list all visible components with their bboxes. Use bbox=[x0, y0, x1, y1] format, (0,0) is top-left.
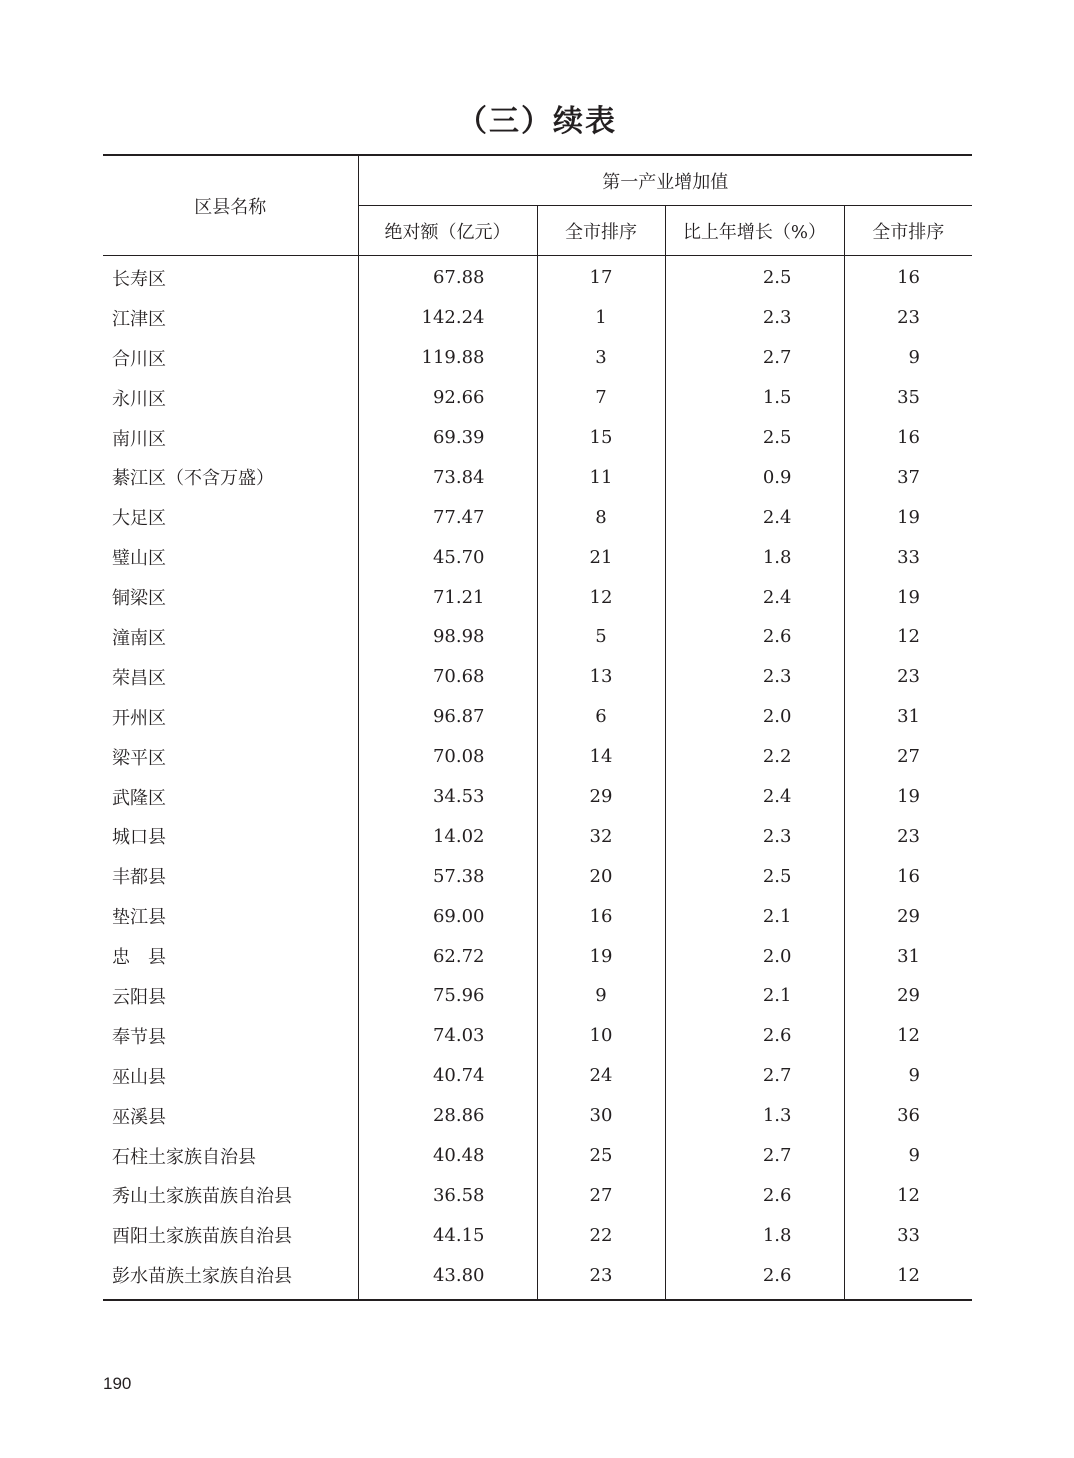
cell-growth-rank: 33 bbox=[897, 1224, 920, 1246]
cell-growth-rank: 16 bbox=[897, 267, 920, 289]
cell-district: 合川区 bbox=[103, 338, 358, 378]
cell-absolute: 28.86 bbox=[358, 1096, 537, 1136]
cell-district: 巫山县 bbox=[103, 1056, 358, 1096]
cell-district: 秀山土家族苗族自治县 bbox=[103, 1175, 358, 1215]
cell-growth-rank: 19 bbox=[897, 786, 920, 808]
cell-district: 铜梁区 bbox=[103, 577, 358, 617]
table-row bbox=[103, 1096, 972, 1136]
table-row bbox=[103, 697, 972, 737]
cell-growth: 2.2 bbox=[665, 737, 844, 777]
cell-district: 长寿区 bbox=[103, 256, 358, 298]
cell-growth-rank: 9 bbox=[908, 1065, 920, 1087]
cell-rank: 19 bbox=[537, 936, 665, 976]
table-row bbox=[103, 1056, 972, 1096]
table-row bbox=[103, 256, 972, 298]
cell-rank: 20 bbox=[537, 856, 665, 896]
cell-district: 奉节县 bbox=[103, 1016, 358, 1056]
cell-rank: 10 bbox=[537, 1016, 665, 1056]
cell-growth-rank: 19 bbox=[897, 506, 920, 528]
cell-district: 酉阳土家族苗族自治县 bbox=[103, 1215, 358, 1255]
cell-growth-rank: 29 bbox=[897, 905, 920, 927]
stats-table bbox=[103, 154, 972, 1301]
cell-district: 綦江区（不含万盛） bbox=[103, 457, 358, 497]
cell-growth: 2.6 bbox=[665, 1016, 844, 1056]
cell-rank: 5 bbox=[537, 617, 665, 657]
table-body bbox=[103, 256, 972, 1301]
cell-rank: 13 bbox=[537, 657, 665, 697]
table-row bbox=[103, 1016, 972, 1056]
page-title: （三）续表 bbox=[457, 104, 617, 139]
table-row bbox=[103, 936, 972, 976]
table-row bbox=[103, 1255, 972, 1300]
cell-district: 城口县 bbox=[103, 816, 358, 856]
column-group-primary-industry: 第一产业增加值 bbox=[358, 155, 972, 206]
cell-growth: 2.1 bbox=[665, 896, 844, 936]
cell-absolute: 98.98 bbox=[358, 617, 537, 657]
table-row bbox=[103, 816, 972, 856]
table-row bbox=[103, 378, 972, 418]
cell-growth-rank: 29 bbox=[897, 985, 920, 1007]
cell-absolute: 74.03 bbox=[358, 1016, 537, 1056]
cell-growth-rank: 9 bbox=[908, 1145, 920, 1167]
cell-rank: 32 bbox=[537, 816, 665, 856]
cell-rank: 17 bbox=[537, 256, 665, 298]
cell-absolute: 45.70 bbox=[358, 537, 537, 577]
cell-absolute: 40.48 bbox=[358, 1136, 537, 1176]
cell-growth-rank: 12 bbox=[844, 1255, 972, 1300]
cell-rank: 12 bbox=[537, 577, 665, 617]
cell-absolute: 14.02 bbox=[358, 816, 537, 856]
cell-district: 荣昌区 bbox=[103, 657, 358, 697]
cell-district: 彭水苗族土家族自治县 bbox=[103, 1255, 358, 1300]
cell-growth-rank: 31 bbox=[897, 706, 920, 728]
cell-absolute: 57.38 bbox=[358, 856, 537, 896]
cell-growth: 0.9 bbox=[665, 457, 844, 497]
cell-absolute: 40.74 bbox=[358, 1056, 537, 1096]
table-row bbox=[103, 1215, 972, 1255]
table-row bbox=[103, 418, 972, 458]
cell-rank: 30 bbox=[537, 1096, 665, 1136]
table-row bbox=[103, 856, 972, 896]
cell-rank: 1 bbox=[537, 298, 665, 338]
cell-district: 石柱土家族自治县 bbox=[103, 1136, 358, 1176]
cell-absolute: 69.39 bbox=[358, 418, 537, 458]
cell-rank: 16 bbox=[537, 896, 665, 936]
cell-growth: 2.3 bbox=[665, 816, 844, 856]
cell-district: 忠 县 bbox=[103, 936, 358, 976]
cell-rank: 8 bbox=[537, 497, 665, 537]
cell-absolute: 77.47 bbox=[358, 497, 537, 537]
cell-growth: 2.6 bbox=[665, 1175, 844, 1215]
cell-growth: 2.4 bbox=[665, 497, 844, 537]
table-row bbox=[103, 896, 972, 936]
cell-district: 江津区 bbox=[103, 298, 358, 338]
cell-growth: 2.7 bbox=[665, 1136, 844, 1176]
cell-rank: 25 bbox=[537, 1136, 665, 1176]
cell-district: 璧山区 bbox=[103, 537, 358, 577]
cell-growth-rank: 31 bbox=[897, 945, 920, 967]
cell-absolute: 73.84 bbox=[358, 457, 537, 497]
table-row bbox=[103, 497, 972, 537]
table-row bbox=[103, 298, 972, 338]
cell-growth-rank: 12 bbox=[897, 1025, 920, 1047]
cell-district: 云阳县 bbox=[103, 976, 358, 1016]
cell-district: 开州区 bbox=[103, 697, 358, 737]
cell-absolute: 44.15 bbox=[358, 1215, 537, 1255]
cell-rank: 14 bbox=[537, 737, 665, 777]
table-row bbox=[103, 777, 972, 817]
table-row bbox=[103, 617, 972, 657]
cell-absolute: 67.88 bbox=[358, 256, 537, 298]
cell-rank: 9 bbox=[537, 976, 665, 1016]
cell-growth: 2.5 bbox=[665, 418, 844, 458]
cell-rank: 24 bbox=[537, 1056, 665, 1096]
table-header bbox=[103, 155, 972, 256]
cell-absolute: 70.08 bbox=[358, 737, 537, 777]
cell-growth-rank: 23 bbox=[897, 666, 920, 688]
cell-rank: 23 bbox=[537, 1255, 665, 1300]
cell-absolute: 92.66 bbox=[358, 378, 537, 418]
cell-growth-rank: 9 bbox=[908, 347, 920, 369]
cell-growth-rank: 33 bbox=[897, 546, 920, 568]
cell-district: 潼南区 bbox=[103, 617, 358, 657]
cell-growth: 2.3 bbox=[665, 298, 844, 338]
cell-growth: 2.4 bbox=[665, 777, 844, 817]
cell-district: 丰都县 bbox=[103, 856, 358, 896]
cell-growth: 1.3 bbox=[665, 1096, 844, 1136]
cell-rank: 21 bbox=[537, 537, 665, 577]
table-row bbox=[103, 537, 972, 577]
cell-absolute: 36.58 bbox=[358, 1175, 537, 1215]
cell-rank: 27 bbox=[537, 1175, 665, 1215]
cell-growth-rank: 12 bbox=[897, 1184, 920, 1206]
cell-rank: 29 bbox=[537, 777, 665, 817]
cell-district: 南川区 bbox=[103, 418, 358, 458]
cell-growth: 2.0 bbox=[665, 697, 844, 737]
cell-absolute: 43.80 bbox=[358, 1255, 537, 1300]
column-header-growth: 比上年增长（%） bbox=[665, 206, 844, 256]
column-header-growth-rank: 全市排序 bbox=[844, 206, 972, 256]
cell-growth: 2.3 bbox=[665, 657, 844, 697]
cell-absolute: 69.00 bbox=[358, 896, 537, 936]
cell-growth: 1.5 bbox=[665, 378, 844, 418]
cell-growth-rank: 23 bbox=[897, 825, 920, 847]
cell-growth: 1.8 bbox=[665, 537, 844, 577]
cell-district: 梁平区 bbox=[103, 737, 358, 777]
cell-rank: 11 bbox=[537, 457, 665, 497]
cell-district: 永川区 bbox=[103, 378, 358, 418]
cell-growth: 2.7 bbox=[665, 338, 844, 378]
table-row bbox=[103, 737, 972, 777]
cell-growth-rank: 36 bbox=[897, 1105, 920, 1127]
cell-growth: 2.5 bbox=[665, 856, 844, 896]
cell-absolute: 142.24 bbox=[358, 298, 537, 338]
cell-district: 垫江县 bbox=[103, 896, 358, 936]
cell-growth: 2.6 bbox=[665, 617, 844, 657]
page-number: 190 bbox=[103, 1374, 132, 1393]
cell-growth-rank: 12 bbox=[897, 626, 920, 648]
cell-district: 巫溪县 bbox=[103, 1096, 358, 1136]
table-row bbox=[103, 1175, 972, 1215]
column-header-district: 区县名称 bbox=[103, 155, 358, 256]
cell-growth: 2.5 bbox=[665, 256, 844, 298]
cell-growth: 1.8 bbox=[665, 1215, 844, 1255]
cell-absolute: 62.72 bbox=[358, 936, 537, 976]
cell-rank: 22 bbox=[537, 1215, 665, 1255]
cell-district: 大足区 bbox=[103, 497, 358, 537]
cell-growth-rank: 27 bbox=[897, 746, 920, 768]
cell-growth: 2.6 bbox=[665, 1255, 844, 1300]
cell-rank: 3 bbox=[537, 338, 665, 378]
cell-rank: 6 bbox=[537, 697, 665, 737]
cell-rank: 7 bbox=[537, 378, 665, 418]
table-row bbox=[103, 457, 972, 497]
table-row bbox=[103, 976, 972, 1016]
cell-absolute: 119.88 bbox=[358, 338, 537, 378]
table-row bbox=[103, 657, 972, 697]
cell-rank: 15 bbox=[537, 418, 665, 458]
cell-growth-rank: 19 bbox=[897, 586, 920, 608]
table-row bbox=[103, 338, 972, 378]
cell-absolute: 71.21 bbox=[358, 577, 537, 617]
cell-growth: 2.7 bbox=[665, 1056, 844, 1096]
cell-growth: 2.0 bbox=[665, 936, 844, 976]
cell-absolute: 34.53 bbox=[358, 777, 537, 817]
cell-absolute: 70.68 bbox=[358, 657, 537, 697]
table-row bbox=[103, 577, 972, 617]
table-row bbox=[103, 1136, 972, 1176]
cell-growth-rank: 35 bbox=[897, 387, 920, 409]
cell-absolute: 96.87 bbox=[358, 697, 537, 737]
cell-district: 武隆区 bbox=[103, 777, 358, 817]
cell-growth-rank: 23 bbox=[897, 307, 920, 329]
cell-absolute: 75.96 bbox=[358, 976, 537, 1016]
cell-growth-rank: 16 bbox=[897, 865, 920, 887]
cell-growth-rank: 37 bbox=[897, 466, 920, 488]
cell-growth: 2.4 bbox=[665, 577, 844, 617]
column-header-absolute: 绝对额（亿元） bbox=[358, 206, 537, 256]
column-header-rank: 全市排序 bbox=[537, 206, 665, 256]
cell-growth: 2.1 bbox=[665, 976, 844, 1016]
cell-growth-rank: 16 bbox=[897, 427, 920, 448]
